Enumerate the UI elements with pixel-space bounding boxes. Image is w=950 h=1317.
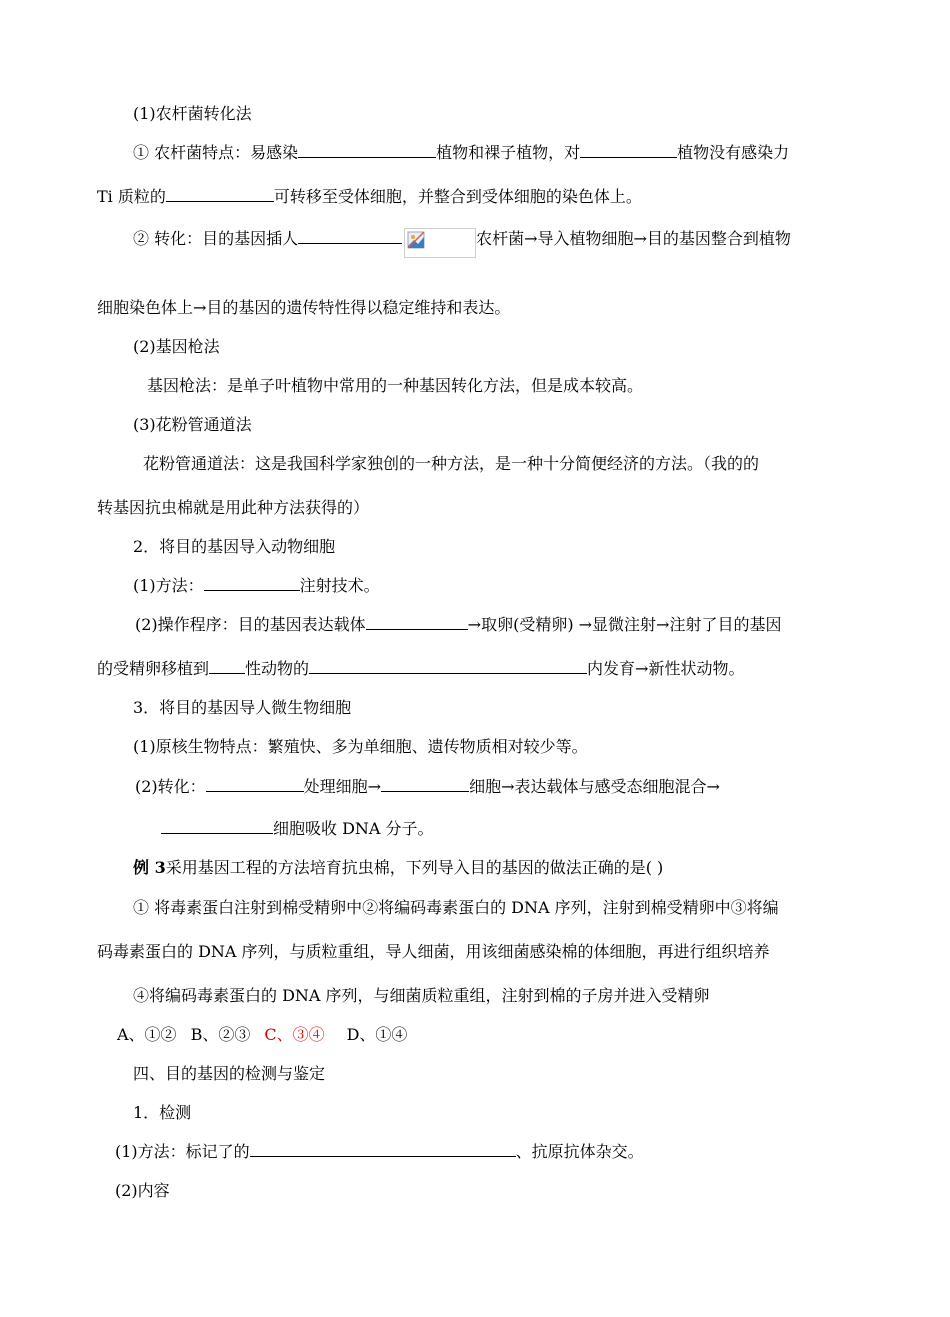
- section-heading: 四、目的基因的检测与鉴定: [133, 1064, 326, 1083]
- paragraph-line: (2)操作程序：目的基因表达载体 →取卵(受精卵) →显微注射→注射了目的基因: [135, 615, 782, 634]
- paragraph-line: 的受精卵移植到 性动物的 内发育→新性状动物。: [97, 659, 745, 678]
- paragraph-line: 码毒素蛋白的 DNA 序列，与质粒重组，导人细菌，用该细菌感染棉的体细胞，再进行组织培养: [97, 942, 770, 961]
- heading-content: (2)内容: [115, 1181, 170, 1200]
- paragraph-line: 细胞染色体上→目的基因的遗传特性得以稳定维持和表达。: [97, 298, 511, 317]
- blank: [166, 186, 274, 202]
- option-b: B、②③: [190, 1025, 251, 1044]
- example-question: 例 3采用基因工程的方法培育抗虫棉，下列导入目的基因的做法正确的是( ): [133, 858, 664, 877]
- blank: [309, 658, 587, 674]
- heading-animal-cells: 2．将目的基因导入动物细胞: [133, 537, 336, 556]
- paragraph-line: ② 转化：目的基因插人 农杆菌→导入植物细胞→目的基因整合到植物: [133, 228, 791, 258]
- heading-microbe-cells: 3．将目的基因导人微生物细胞: [133, 698, 352, 717]
- option-d: D、①④: [346, 1025, 408, 1044]
- paragraph-line: ④将编码毒素蛋白的 DNA 序列，与细菌质粒重组，注射到棉的子房并进入受精卵: [133, 986, 710, 1005]
- paragraph-line: (1)方法：标记了的 、抗原抗体杂交。: [115, 1142, 644, 1161]
- heading-detection: 1．检测: [133, 1103, 192, 1122]
- blank: [298, 228, 402, 244]
- heading-gene-gun: (2)基因枪法: [133, 337, 220, 356]
- blank: [580, 142, 677, 158]
- heading-pollen-tube: (3)花粉管通道法: [133, 415, 252, 434]
- paragraph-line: 花粉管通道法：这是我国科学家独创的一种方法，是一种十分简便经济的方法。（我的的: [143, 454, 760, 473]
- option-a: A、①②: [117, 1025, 177, 1044]
- blank: [204, 575, 300, 591]
- blank: [206, 776, 304, 792]
- blank: [298, 142, 436, 158]
- paragraph-line: (1)原核生物特点：繁殖快、多为单细胞、遗传物质相对较少等。: [133, 737, 588, 756]
- answer-options: [117, 1024, 407, 1046]
- broken-image-icon: [404, 228, 476, 258]
- paragraph-line: (2)转化： 处理细胞→ 细胞→表达载体与感受态细胞混合→: [135, 777, 720, 796]
- paragraph-line: ① 将毒素蛋白注射到棉受精卵中②将编码毒素蛋白的 DNA 序列，注射到棉受精卵中③将编: [133, 898, 779, 917]
- blank: [161, 818, 273, 834]
- blank: [381, 776, 469, 792]
- paragraph-line: ① 农杆菌特点：易感染 植物和裸子植物，对 植物没有感染力: [133, 143, 790, 162]
- blank: [366, 614, 468, 630]
- option-c-correct: C、③④: [264, 1025, 325, 1044]
- paragraph-line: 转基因抗虫棉就是用此种方法获得的）: [97, 498, 370, 517]
- blank: [250, 1141, 516, 1157]
- heading-agrobacterium: (1)农杆菌转化法: [133, 104, 252, 123]
- paragraph-line: (1)方法： 注射技术。: [133, 576, 380, 595]
- paragraph-line: 基因枪法：是单子叶植物中常用的一种基因转化方法，但是成本较高。: [147, 376, 644, 395]
- blank: [209, 658, 245, 674]
- paragraph-line: 细胞吸收 DNA 分子。: [161, 818, 434, 840]
- paragraph-line: Ti 质粒的 可转移至受体细胞，并整合到受体细胞的染色体上。: [97, 187, 642, 206]
